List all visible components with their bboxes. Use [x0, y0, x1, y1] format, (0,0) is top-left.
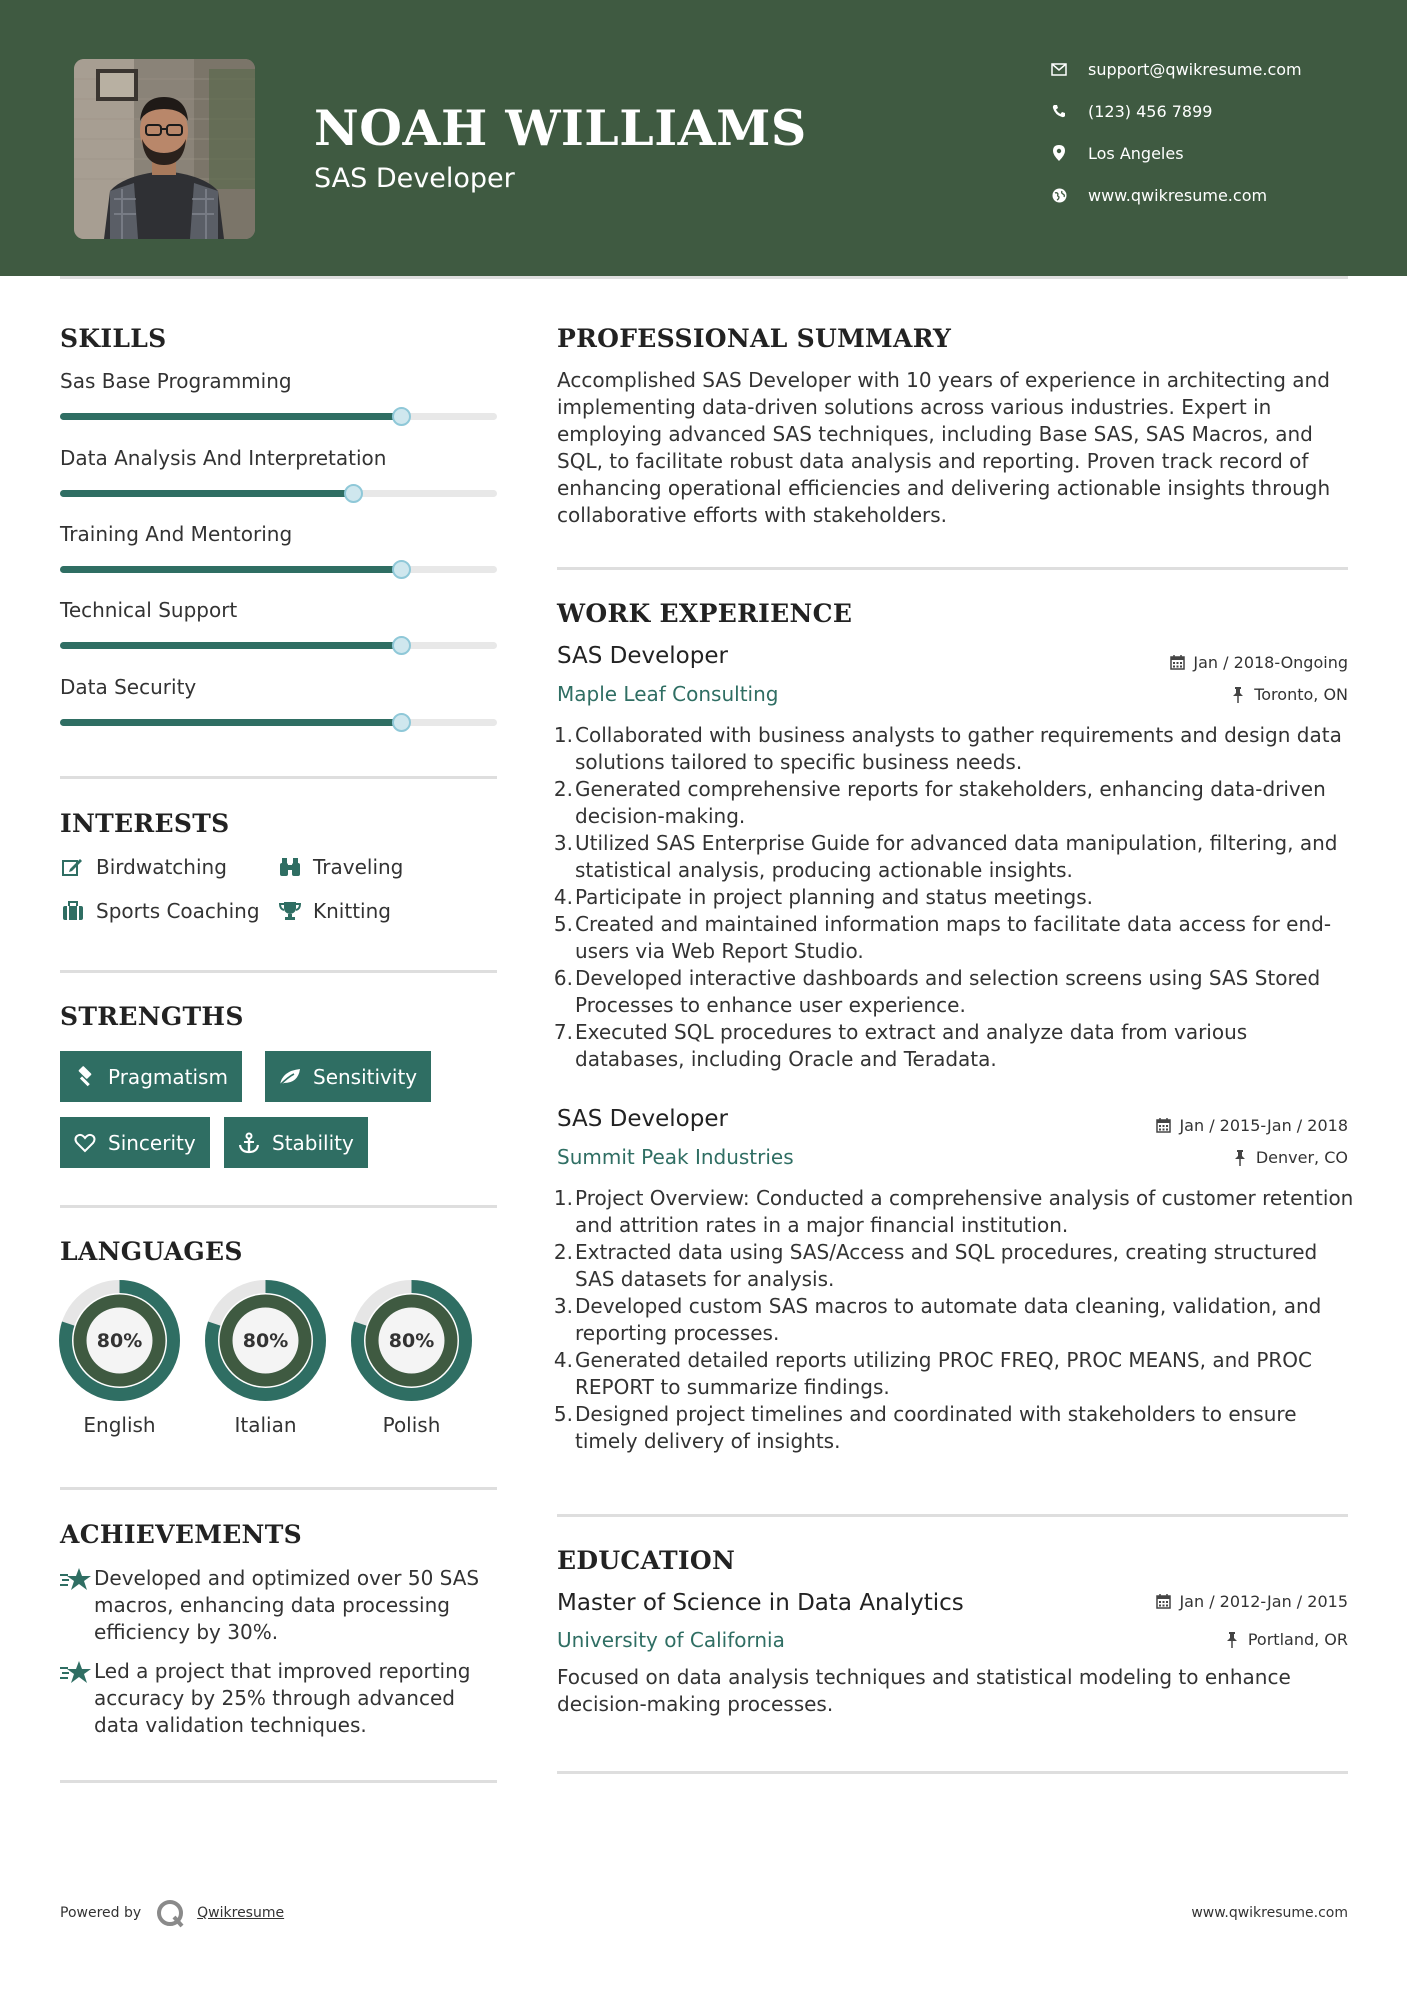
skill-label: Data Analysis And Interpretation — [60, 446, 387, 470]
skill-bar-fill — [60, 642, 401, 649]
skill-bar — [60, 566, 497, 573]
languages-heading: LANGUAGES — [60, 1237, 243, 1266]
job-title: SAS Developer — [557, 1106, 728, 1132]
summary-heading: PROFESSIONAL SUMMARY — [557, 324, 952, 353]
language-name: Polish — [382, 1413, 441, 1437]
list-item: 1. Project Overview: Conducted a comprehensive analysis of customer retention and attrition rates in a major financial institution. — [553, 1186, 1354, 1237]
language-ring — [59, 1280, 180, 1401]
job-title: SAS Developer — [557, 643, 728, 669]
interest-item: Sports Coaching — [60, 897, 260, 925]
skill-label: Technical Support — [60, 598, 238, 622]
skill-bar-knob — [392, 636, 411, 655]
skill-bar-knob — [344, 484, 363, 503]
language-ring — [205, 1280, 326, 1401]
job-company: Summit Peak Industries — [557, 1145, 794, 1169]
calendar-icon — [1155, 1118, 1171, 1134]
globe-icon — [1050, 186, 1068, 204]
pushpin-icon — [1230, 687, 1246, 703]
list-item: 1. Collaborated with business analysts to gather requirements and design data solutions tailored to specific business needs. — [553, 723, 1342, 774]
list-item: 4. Generated detailed reports utilizing PROC FREQ, PROC MEANS, and PROC REPORT to summarize findings. — [553, 1348, 1312, 1399]
job-location: Toronto, ON — [1230, 685, 1348, 704]
strength-chip: Sensitivity — [265, 1051, 431, 1102]
candidate-name: NOAH WILLIAMS — [314, 99, 807, 157]
job-bullets — [553, 722, 1357, 1073]
interest-item: Traveling — [277, 853, 403, 881]
skills-heading: SKILLS — [60, 324, 167, 353]
pushpin-icon — [1224, 1632, 1240, 1648]
list-item: 3. Utilized SAS Enterprise Guide for advanced data manipulation, filtering, and statistical analysis, producing actionable insights. — [553, 831, 1338, 882]
language-ring — [351, 1280, 472, 1401]
achievement-text: Led a project that improved reporting accuracy by 25% through advanced data validation techniques. — [94, 1659, 471, 1737]
interest-item: Birdwatching — [60, 853, 227, 881]
work-heading: WORK EXPERIENCE — [557, 599, 853, 628]
skill-bar-fill — [60, 490, 353, 497]
contact-phone[interactable] — [1050, 96, 1380, 126]
gavel-icon — [72, 1065, 98, 1089]
job-dates: Jan / 2018-Ongoing — [1169, 653, 1348, 672]
calendar-icon — [1155, 1594, 1171, 1610]
education-location: Portland, OR — [1224, 1630, 1348, 1649]
briefcase-icon — [60, 899, 86, 923]
skill-label: Training And Mentoring — [60, 522, 293, 546]
skill-label: Sas Base Programming — [60, 369, 292, 393]
contact-location-text: Los Angeles — [1088, 143, 1184, 163]
trophy-icon — [277, 899, 303, 923]
list-item: 2. Generated comprehensive reports for stakeholders, enhancing data-driven decision-making. — [553, 777, 1326, 828]
education-dates: Jan / 2012-Jan / 2015 — [1155, 1592, 1348, 1611]
section-divider — [60, 1780, 497, 1783]
skill-bar — [60, 413, 497, 420]
leaf-icon — [277, 1065, 303, 1089]
binoculars-icon — [277, 855, 303, 879]
language-name: Italian — [234, 1413, 297, 1437]
calendar-icon — [1169, 655, 1185, 671]
language-percent: 80% — [242, 1330, 289, 1352]
skill-bar-knob — [392, 713, 411, 732]
language-item — [351, 1280, 472, 1437]
interests-heading: INTERESTS — [60, 809, 230, 838]
header-divider — [60, 276, 1348, 279]
list-item: 2. Extracted data using SAS/Access and SQL procedures, creating structured SAS datasets for analysis. — [553, 1240, 1318, 1291]
list-item: 5. Created and maintained information maps to facilitate data access for end-users via Web Report Studio. — [553, 912, 1332, 963]
summary-text: Accomplished SAS Developer with 10 years of experience in architecting and implementing data-driven solutions across various industries. Expert in employing advanced SAS techniques, including Base SAS, SAS Macros, and SQL, to facilitate robust data analysis and reporting. Proven track record of enhancing operational efficiencies and delivering actionable insights through collaborative efforts with stakeholders. — [557, 368, 1331, 527]
language-item — [205, 1280, 326, 1437]
contact-email[interactable] — [1050, 54, 1380, 84]
strength-chip: Pragmatism — [60, 1051, 242, 1102]
footer-website[interactable]: www.qwikresume.com — [1191, 1905, 1348, 1921]
list-item: 7. Executed SQL procedures to extract and analyze data from various databases, including Oracle and Teradata. — [553, 1020, 1248, 1071]
achievement-item — [60, 1565, 500, 1646]
language-item — [59, 1280, 180, 1437]
profile-photo — [74, 59, 255, 239]
achievement-item — [60, 1658, 500, 1739]
candidate-title: SAS Developer — [314, 163, 515, 194]
heart-icon — [72, 1131, 98, 1155]
powered-by-text: Powered by — [60, 1905, 142, 1921]
education-school: University of California — [557, 1628, 785, 1652]
skill-bar — [60, 719, 497, 726]
skill-bar-knob — [392, 407, 411, 426]
section-divider — [60, 1205, 497, 1208]
language-percent: 80% — [96, 1330, 143, 1352]
skill-bar-knob — [392, 560, 411, 579]
language-percent: 80% — [388, 1330, 435, 1352]
strength-chip: Stability — [224, 1117, 368, 1168]
job-company: Maple Leaf Consulting — [557, 682, 779, 706]
section-divider — [60, 776, 497, 779]
education-degree: Master of Science in Data Analytics — [557, 1590, 964, 1616]
job-dates: Jan / 2015-Jan / 2018 — [1155, 1116, 1348, 1135]
qwikresume-link[interactable]: Qwikresume — [197, 1905, 285, 1921]
skill-label: Data Security — [60, 675, 197, 699]
job-location: Denver, CO — [1232, 1148, 1348, 1167]
language-name: English — [83, 1413, 156, 1437]
contact-website[interactable] — [1050, 180, 1380, 210]
list-item: 3. Developed custom SAS macros to automate data cleaning, validation, and reporting processes. — [553, 1294, 1322, 1345]
achievement-text: Developed and optimized over 50 SAS macros, enhancing data processing efficiency by 30%. — [94, 1566, 480, 1644]
section-divider — [557, 567, 1348, 570]
section-divider — [557, 1771, 1348, 1774]
skill-bar — [60, 490, 497, 497]
list-item: 5. Designed project timelines and coordinated with stakeholders to ensure timely delivery of insights. — [553, 1402, 1297, 1453]
skill-bar-fill — [60, 719, 401, 726]
contact-location — [1050, 138, 1380, 168]
section-divider — [60, 1487, 497, 1490]
edit-icon — [60, 855, 86, 879]
strength-chip: Sincerity — [60, 1117, 210, 1168]
list-item: 4. Participate in project planning and status meetings. — [553, 885, 1093, 909]
skill-bar-fill — [60, 413, 401, 420]
interest-item: Knitting — [277, 897, 391, 925]
section-divider — [557, 1514, 1348, 1517]
education-description: Focused on data analysis techniques and statistical modeling to enhance decision-making processes. — [557, 1665, 1291, 1716]
qwikresume-logo-icon — [155, 1898, 185, 1928]
contact-phone-text: (123) 456 7899 — [1088, 101, 1213, 121]
contact-email-text: support@qwikresume.com — [1088, 59, 1302, 79]
pushpin-icon — [1232, 1150, 1248, 1166]
job-bullets — [553, 1185, 1357, 1455]
anchor-icon — [236, 1131, 262, 1155]
envelope-icon — [1050, 60, 1068, 78]
contact-website-text: www.qwikresume.com — [1088, 185, 1268, 205]
star-icon — [60, 1658, 94, 1739]
achievements-heading: ACHIEVEMENTS — [60, 1520, 302, 1549]
resume-header — [0, 0, 1407, 276]
list-item: 6. Developed interactive dashboards and selection screens using SAS Stored Processes to enhance user experience. — [553, 966, 1321, 1017]
star-icon — [60, 1565, 94, 1646]
skill-bar — [60, 642, 497, 649]
phone-icon — [1050, 102, 1068, 120]
strengths-heading: STRENGTHS — [60, 1002, 244, 1031]
skill-bar-fill — [60, 566, 401, 573]
location-pin-icon — [1050, 144, 1068, 162]
footer-powered-by — [60, 1898, 284, 1928]
education-heading: EDUCATION — [557, 1546, 736, 1575]
section-divider — [60, 970, 497, 973]
